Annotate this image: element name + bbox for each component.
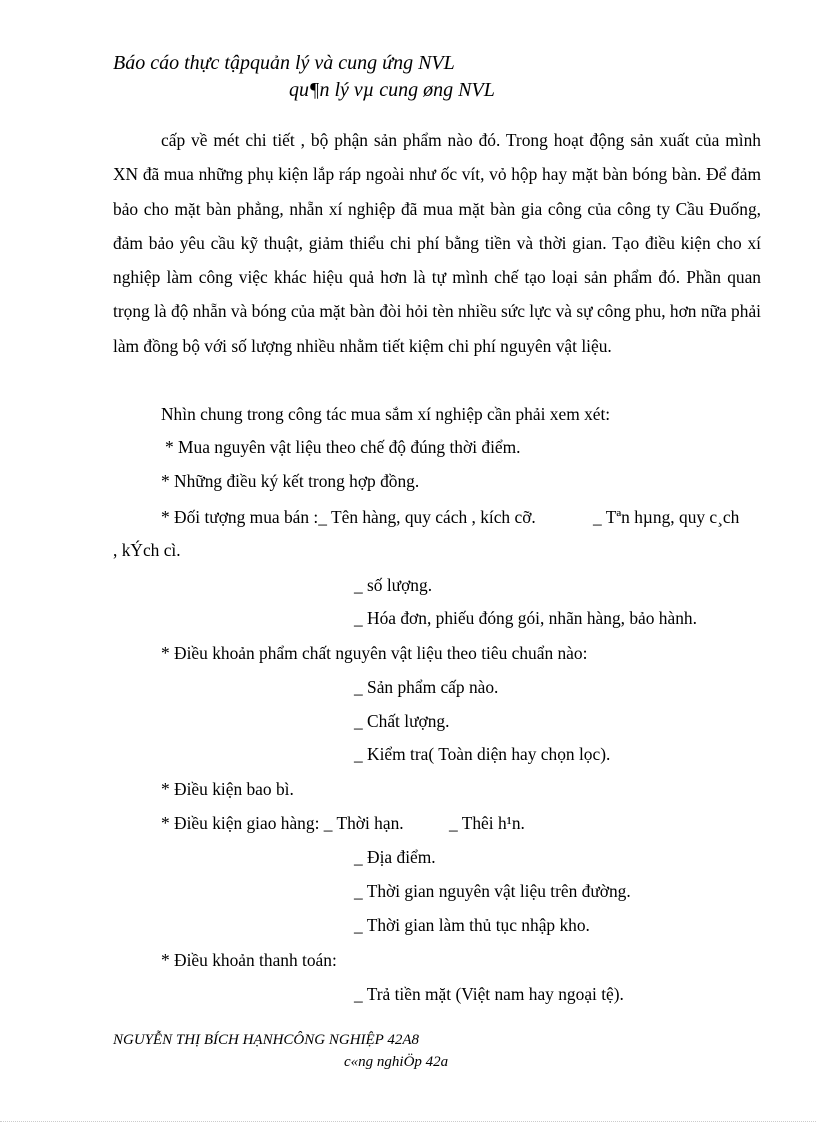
sub-quantity: _ số lượng. [354,575,433,595]
item-delivery-garbled: _ Thêi h¹n. [449,813,525,833]
sub-place: _ Địa điểm. [354,847,436,867]
sub-quality: _ Chất lượng. [354,711,450,731]
report-header-subtitle: qu¶n lý vµ cung øng NVL [289,79,495,101]
sub-product: _ Sản phẩm cấp nào. [354,677,499,697]
item-object-wrap: , kÝch cì. [113,540,181,560]
item-contract: * Những điều ký kết trong hợp đồng. [161,471,420,491]
item-object-garbled: _ Tªn hµng, quy c¸ch [593,507,740,527]
item-payment: * Điều khoản thanh toán: [161,950,337,970]
footer-author: NGUYỄN THỊ BÍCH HẠNHCÔNG NGHIỆP 42A8 [113,1032,419,1048]
item-object: * Đối tượng mua bán :_ Tên hàng, quy cách , kích cỡ. [161,507,536,527]
intro-line: Nhìn chung trong công tác mua sắm xí nghiệp cần phải xem xét: [161,404,611,424]
sub-transit: _ Thời gian nguyên vật liệu trên đường. [354,881,631,901]
item-packaging: * Điều kiện bao bì. [161,779,294,799]
item-delivery: * Điều kiện giao hàng: _ Thời hạn. [161,813,404,833]
sub-procedure: _ Thời gian làm thủ tục nhập kho. [354,915,590,935]
sub-inspect: _ Kiểm tra( Toàn diện hay chọn lọc). [354,744,611,764]
item-timing: * Mua nguyên vật liệu theo chế độ đúng thời điểm. [165,437,521,457]
sub-cash: _ Trả tiền mặt (Việt nam hay ngoại tệ). [354,984,624,1004]
sub-invoice: _ Hóa đơn, phiếu đóng gói, nhãn hàng, bảo hành. [354,608,697,628]
body-paragraph: cấp về mét chi tiết , bộ phận sản phẩm nào đó. Trong hoạt động sản xuất của mình XN đã mua những phụ kiện lắp ráp ngoài như ốc vít, vỏ hộp hay mặt bàn bóng bàn. Để đảm bảo cho mặt bàn phẳng, nhẵn xí nghiệp đã mua mặt bàn gia công của công ty Cầu Đuống, đảm bảo yêu cầu kỹ thuật, giảm thiểu chi phí bằng tiền và thời gian. Tạo điều kiện cho xí nghiệp làm công việc khác hiệu quả hơn là tự mình chế tạo loại sản phẩm đó. Phần quan trọng là độ nhẵn và bóng của mặt bàn đòi hỏi tèn nhiều sức lực và sự công phu, hơn nữa phải làm đồng bộ với số lượng nhiều nhằm tiết kiệm chi phí nguyên vật liệu. [113,130,761,356]
item-quality: * Điều khoản phẩm chất nguyên vật liệu theo tiêu chuẩn nào: [161,643,588,663]
page-bottom-divider [0,1121,816,1122]
report-header-title: Báo cáo thực tậpquản lý và cung ứng NVL [113,52,455,74]
footer-class: c«ng nghiÖp 42a [344,1054,449,1070]
